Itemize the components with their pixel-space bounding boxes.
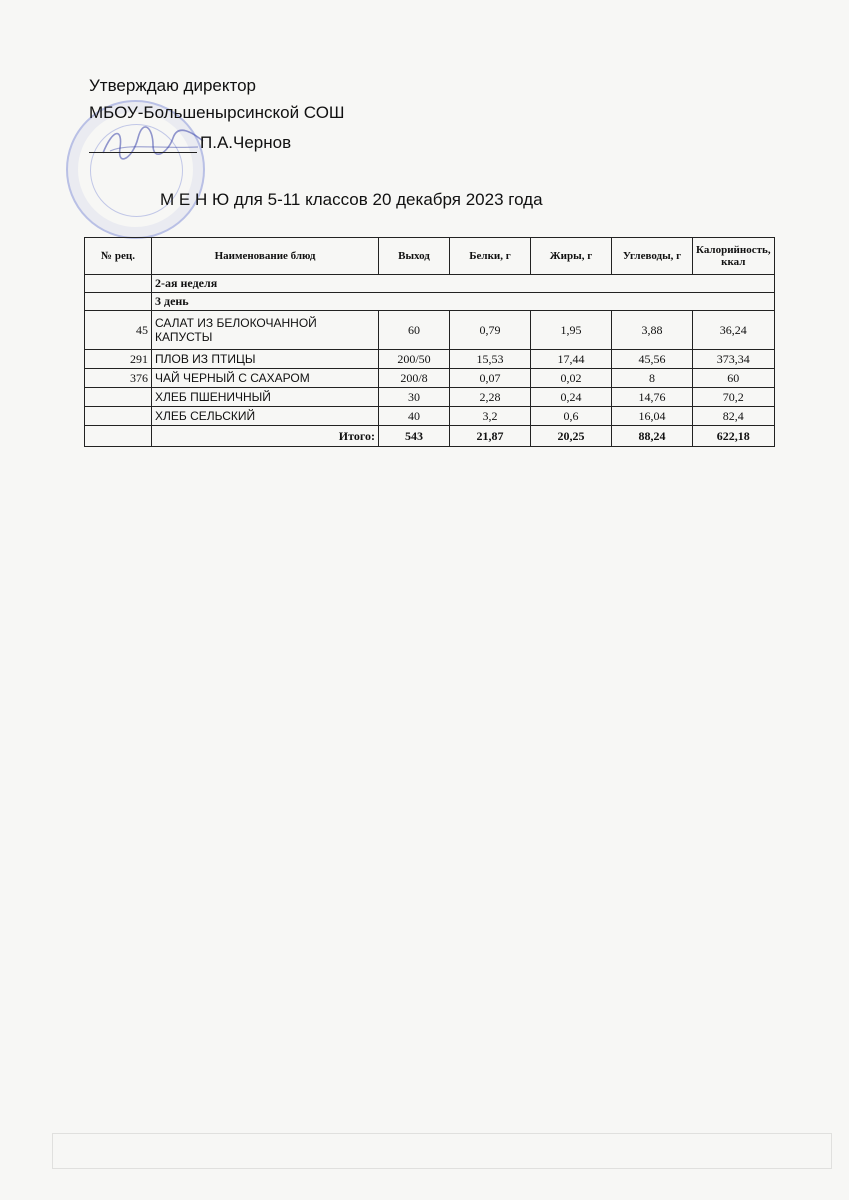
col-header-name: Наименование блюд	[152, 238, 379, 275]
bleed-through-frame	[52, 1133, 832, 1169]
table-row	[85, 311, 775, 350]
col-header-rec: № рец.	[85, 238, 152, 275]
total-label: Итого:	[152, 426, 379, 447]
total-fat: 20,25	[531, 426, 612, 447]
dish-protein: 3,2	[450, 407, 531, 426]
dish-protein: 0,79	[450, 311, 531, 350]
menu-title: М Е Н Ю для 5-11 классов 20 декабря 2023 года	[160, 190, 543, 209]
table-row	[85, 388, 775, 407]
dish-yield: 200/50	[379, 350, 450, 369]
dish-name: ПЛОВ ИЗ ПТИЦЫ	[152, 350, 379, 369]
dish-name: ХЛЕБ СЕЛЬСКИЙ	[152, 407, 379, 426]
menu-table	[84, 237, 775, 447]
total-yield: 543	[379, 426, 450, 447]
signature-underline	[89, 136, 197, 153]
day-row	[85, 293, 775, 311]
table-row	[85, 407, 775, 426]
dish-name: ЧАЙ ЧЕРНЫЙ С САХАРОМ	[152, 369, 379, 388]
dish-carbs: 45,56	[612, 350, 693, 369]
week-label: 2-ая неделя	[152, 275, 775, 293]
rec-number: 45	[85, 311, 152, 350]
dish-fat: 0,02	[531, 369, 612, 388]
col-header-fat: Жиры, г	[531, 238, 612, 275]
total-kcal: 622,18	[693, 426, 775, 447]
rec-number	[85, 407, 152, 426]
director-signature-line	[89, 133, 291, 153]
rec-number: 291	[85, 350, 152, 369]
rec-number: 376	[85, 369, 152, 388]
dish-kcal: 70,2	[693, 388, 775, 407]
director-name: П.А.Чернов	[200, 133, 292, 152]
dish-kcal: 60	[693, 369, 775, 388]
total-carbs: 88,24	[612, 426, 693, 447]
dish-kcal: 36,24	[693, 311, 775, 350]
day-label: 3 день	[152, 293, 775, 311]
dish-fat: 1,95	[531, 311, 612, 350]
approval-heading: Утверждаю директор	[89, 76, 257, 95]
dish-carbs: 16,04	[612, 407, 693, 426]
dish-carbs: 3,88	[612, 311, 693, 350]
dish-fat: 0,24	[531, 388, 612, 407]
rec-number	[85, 388, 152, 407]
table-row	[85, 369, 775, 388]
col-header-yield: Выход	[379, 238, 450, 275]
dish-carbs: 14,76	[612, 388, 693, 407]
table-header-row	[85, 238, 775, 275]
dish-protein: 0,07	[450, 369, 531, 388]
dish-name: ХЛЕБ ПШЕНИЧНЫЙ	[152, 388, 379, 407]
dish-protein: 15,53	[450, 350, 531, 369]
dish-name: САЛАТ ИЗ БЕЛОКОЧАННОЙ КАПУСТЫ	[152, 311, 379, 350]
table-row	[85, 350, 775, 369]
total-row	[85, 426, 775, 447]
school-name: МБОУ-Большенырсинской СОШ	[89, 103, 345, 122]
dish-protein: 2,28	[450, 388, 531, 407]
dish-fat: 0,6	[531, 407, 612, 426]
col-header-kcal: Калорийность, ккал	[693, 238, 775, 275]
dish-fat: 17,44	[531, 350, 612, 369]
week-row	[85, 275, 775, 293]
dish-yield: 40	[379, 407, 450, 426]
col-header-carbs: Углеводы, г	[612, 238, 693, 275]
total-protein: 21,87	[450, 426, 531, 447]
dish-yield: 30	[379, 388, 450, 407]
dish-yield: 60	[379, 311, 450, 350]
col-header-protein: Белки, г	[450, 238, 531, 275]
dish-kcal: 373,34	[693, 350, 775, 369]
dish-yield: 200/8	[379, 369, 450, 388]
dish-kcal: 82,4	[693, 407, 775, 426]
dish-carbs: 8	[612, 369, 693, 388]
